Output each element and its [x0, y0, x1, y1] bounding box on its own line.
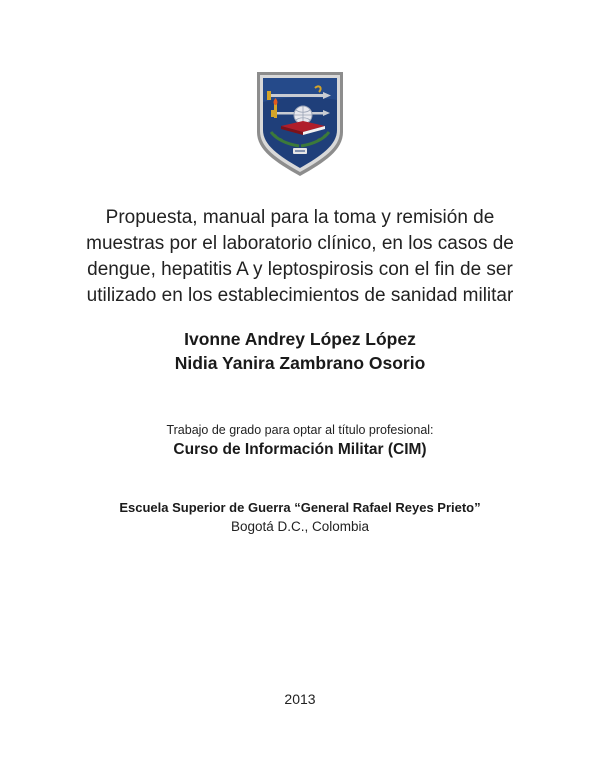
school-name: Escuela Superior de Guerra “General Rafael Reyes Prieto”	[119, 500, 481, 515]
title-line: dengue, hepatitis A y leptospirosis con el fin de ser	[87, 259, 513, 280]
author-name: Nidia Yanira Zambrano Osorio	[174, 353, 426, 373]
title-line: utilizado en los establecimientos de sanidad militar	[86, 285, 514, 306]
city-name: Bogotá D.C., Colombia	[230, 519, 370, 534]
course-name: Curso de Información Militar (CIM)	[173, 441, 427, 458]
publication-year: 2013	[284, 691, 316, 707]
document-title	[60, 205, 540, 309]
authors-block	[60, 327, 540, 375]
title-line: muestras por el laboratorio clínico, en los casos de	[86, 233, 514, 254]
degree-label: Trabajo de grado para optar al título profesional:	[166, 423, 434, 437]
author-name: Ivonne Andrey López López	[184, 329, 416, 349]
military-school-crest-icon	[255, 70, 345, 178]
title-line: Propuesta, manual para la toma y remisión de	[105, 207, 495, 228]
